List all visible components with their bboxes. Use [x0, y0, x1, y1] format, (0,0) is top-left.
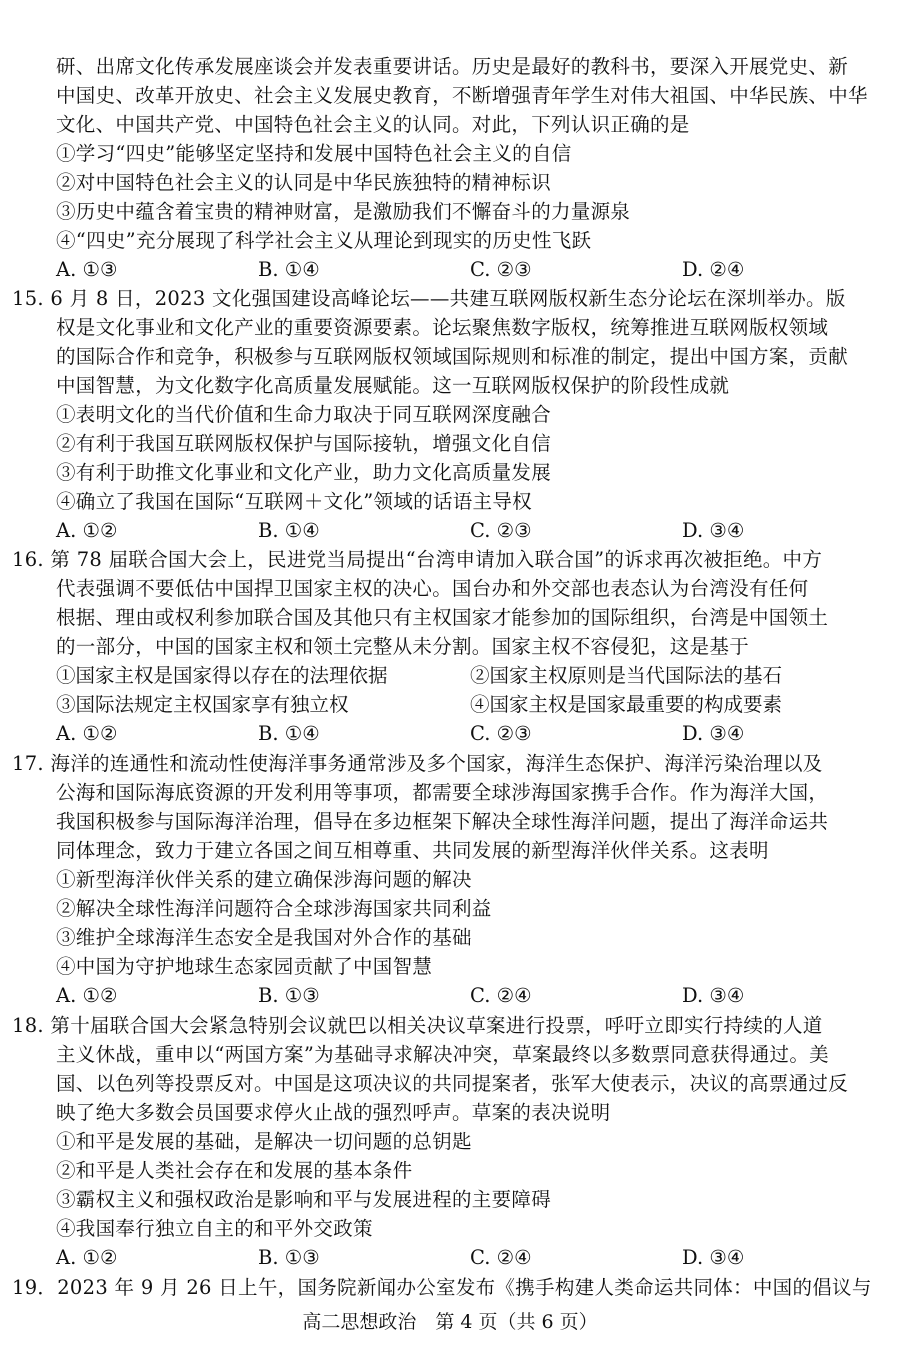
- q17-item-1: ①新型海洋伙伴关系的建立确保涉海问题的解决: [56, 868, 472, 891]
- q18-line-4: 映了绝大多数会员国要求停火止战的强烈呼声。草案的表决说明: [56, 1101, 611, 1124]
- q17-item-3: ③维护全球海洋生态安全是我国对外合作的基础: [56, 926, 472, 949]
- q16-item-2: ②国家主权原则是当代国际法的基石: [470, 664, 783, 687]
- choice-c: C. ②③: [470, 258, 532, 281]
- choice-b: B. ①④: [258, 519, 320, 542]
- q18-item-3: ③霸权主义和强权政治是影响和平与发展进程的主要障碍: [56, 1188, 552, 1211]
- q15-line-4: 中国智慧，为文化数字化高质量发展赋能。这一互联网版权保护的阶段性成就: [56, 374, 730, 397]
- intro-item-4: ④“四史”充分展现了科学社会主义从理论到现实的历史性飞跃: [56, 229, 592, 252]
- q15-item-4: ④确立了我国在国际“互联网＋文化”领域的话语主导权: [56, 490, 532, 513]
- q17-line-1: 17. 海洋的连通性和流动性使海洋事务通常涉及多个国家，海洋生态保护、海洋污染治理以及: [12, 752, 823, 775]
- q15-line-2: 权是文化事业和文化产业的重要资源要素。论坛聚焦数字版权，统筹推进互联网版权领域: [56, 316, 829, 339]
- page-footer: 高二思想政治 第 4 页（共 6 页）: [302, 1311, 598, 1333]
- q16-line-4: 的一部分，中国的国家主权和领土完整从未分割。国家主权不容侵犯，这是基于: [56, 635, 750, 658]
- intro-item-2: ②对中国特色社会主义的认同是中华民族独特的精神标识: [56, 171, 552, 194]
- q18-item-1: ①和平是发展的基础，是解决一切问题的总钥匙: [56, 1130, 472, 1153]
- q16-line-3: 根据、理由或权利参加联合国及其他只有主权国家才能参加的国际组织，台湾是中国领土: [56, 606, 829, 629]
- q16-item-1: ①国家主权是国家得以存在的法理依据: [56, 664, 388, 687]
- intro-line-1: 研、出席文化传承发展座谈会并发表重要讲话。历史是最好的教科书，要深入开展党史、新: [56, 55, 849, 78]
- choice-a: A. ①③: [56, 258, 118, 281]
- choice-b: B. ①④: [258, 258, 320, 281]
- choice-c: C. ②③: [470, 519, 532, 542]
- q15-item-1: ①表明文化的当代价值和生命力取决于同互联网深度融合: [56, 403, 552, 426]
- q16-item-4: ④国家主权是国家最重要的构成要素: [470, 693, 783, 716]
- q17-item-4: ④中国为守护地球生态家园贡献了中国智慧: [56, 955, 433, 978]
- q18-item-4: ④我国奉行独立自主的和平外交政策: [56, 1217, 373, 1240]
- q16-item-3: ③国际法规定主权国家享有独立权: [56, 693, 349, 716]
- choice-c: C. ②④: [470, 1246, 532, 1269]
- choice-a: A. ①②: [56, 984, 118, 1007]
- q15-item-3: ③有利于助推文化事业和文化产业，助力文化高质量发展: [56, 461, 552, 484]
- q18-item-2: ②和平是人类社会存在和发展的基本条件: [56, 1159, 413, 1182]
- q16-line-2: 代表强调不要低估中国捍卫国家主权的决心。国台办和外交部也表态认为台湾没有任何: [56, 577, 809, 600]
- choice-a: A. ①②: [56, 519, 118, 542]
- choice-d: D. ③④: [682, 984, 745, 1007]
- q17-item-2: ②解决全球性海洋问题符合全球涉海国家共同利益: [56, 897, 492, 920]
- choice-d: D. ③④: [682, 519, 745, 542]
- choice-d: D. ③④: [682, 1246, 745, 1269]
- q16-line-1: 16. 第 78 届联合国大会上，民进党当局提出“台湾申请加入联合国”的诉求再次被拒绝。中方: [12, 548, 823, 571]
- choice-a: A. ①②: [56, 1246, 118, 1269]
- q17-line-3: 我国积极参与国际海洋治理，倡导在多边框架下解决全球性海洋问题，提出了海洋命运共: [56, 810, 829, 833]
- choice-d: D. ②④: [682, 258, 745, 281]
- q17-line-2: 公海和国际海底资源的开发利用等事项，都需要全球涉海国家携手合作。作为海洋大国，: [56, 781, 829, 804]
- intro-line-2: 中国史、改革开放史、社会主义发展史教育，不断增强青年学生对伟大祖国、中华民族、中华: [56, 84, 868, 107]
- intro-item-1: ①学习“四史”能够坚定坚持和发展中国特色社会主义的自信: [56, 142, 572, 165]
- choice-c: C. ②④: [470, 984, 532, 1007]
- q15-item-2: ②有利于我国互联网版权保护与国际接轨，增强文化自信: [56, 432, 552, 455]
- q19-line-1: 19．2023 年 9 月 26 日上午，国务院新闻办公室发布《携手构建人类命运共同体：中国的倡议与: [12, 1276, 872, 1299]
- intro-line-3: 文化、中国共产党、中国特色社会主义的认同。对此，下列认识正确的是: [56, 113, 690, 136]
- q18-line-1: 18. 第十届联合国大会紧急特别会议就巴以相关决议草案进行投票，呼吁立即实行持续的人道: [12, 1014, 823, 1037]
- choice-b: B. ①④: [258, 722, 320, 745]
- choice-b: B. ①③: [258, 984, 320, 1007]
- q15-line-1: 15. 6 月 8 日，2023 文化强国建设高峰论坛——共建互联网版权新生态分论坛在深圳举办。版: [12, 287, 846, 310]
- q18-line-3: 国、以色列等投票反对。中国是这项决议的共同提案者，张军大使表示，决议的高票通过反: [56, 1072, 849, 1095]
- choice-b: B. ①③: [258, 1246, 320, 1269]
- q17-line-4: 同体理念，致力于建立各国之间互相尊重、共同发展的新型海洋伙伴关系。这表明: [56, 839, 769, 862]
- choice-d: D. ③④: [682, 722, 745, 745]
- q15-line-3: 的国际合作和竞争，积极参与互联网版权领域国际规则和标准的制定，提出中国方案，贡献: [56, 345, 849, 368]
- q18-line-2: 主义休战，重申以“两国方案”为基础寻求解决冲突，草案最终以多数票同意获得通过。美: [56, 1043, 829, 1066]
- intro-item-3: ③历史中蕴含着宝贵的精神财富，是激励我们不懈奋斗的力量源泉: [56, 200, 631, 223]
- choice-a: A. ①②: [56, 722, 118, 745]
- choice-c: C. ②③: [470, 722, 532, 745]
